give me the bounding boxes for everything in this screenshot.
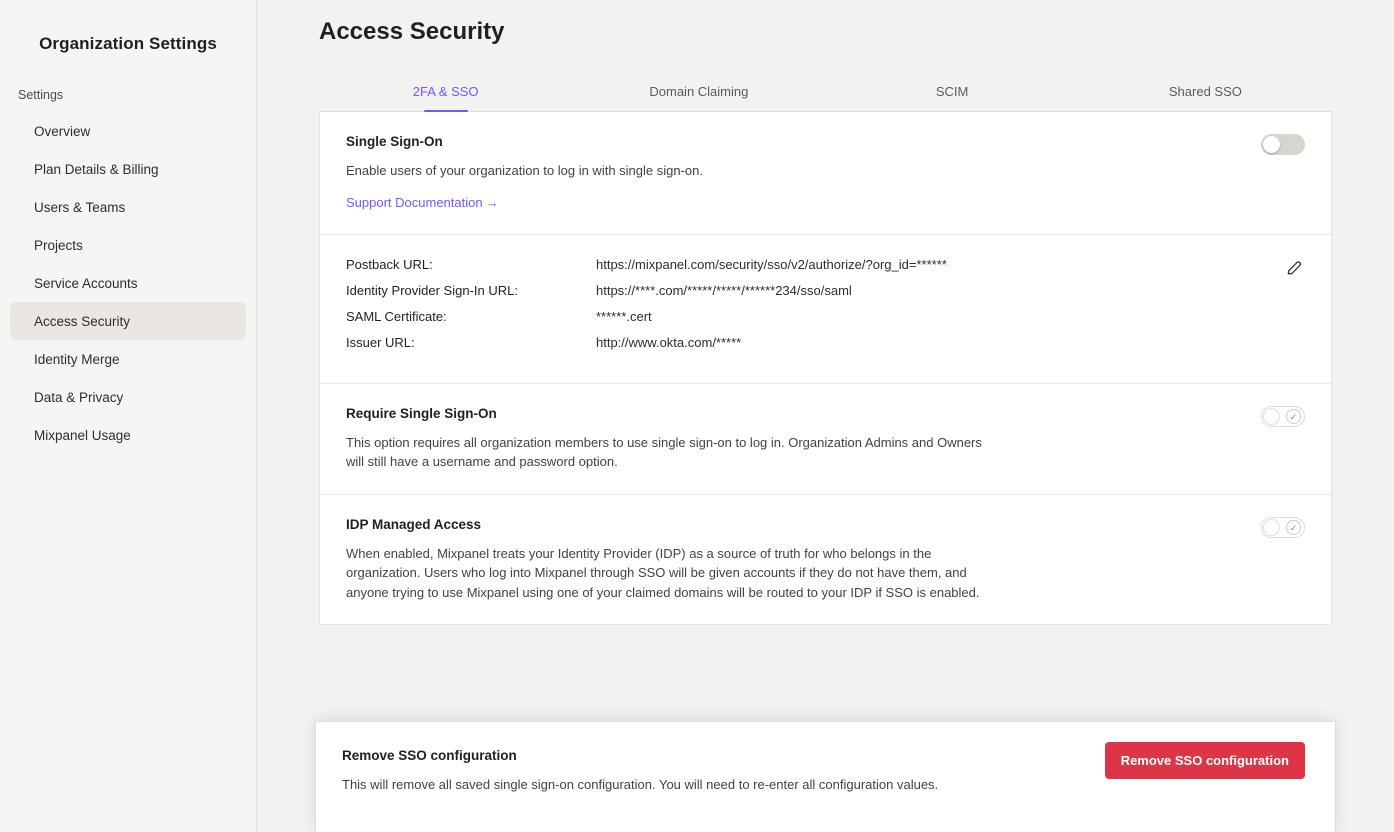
sidebar-item-data-privacy[interactable] bbox=[10, 378, 246, 416]
sidebar-item-label: Identity Merge bbox=[34, 351, 120, 367]
idp-signin-url-value: https://****.com/*****/*****/******234/sso/saml bbox=[596, 282, 852, 298]
sso-configuration-card bbox=[320, 235, 1331, 384]
sidebar-item-label: Overview bbox=[34, 123, 91, 139]
tab-2fa-sso[interactable] bbox=[319, 74, 572, 111]
sidebar-item-label: Users & Teams bbox=[34, 199, 126, 215]
sidebar-item-users-teams[interactable] bbox=[10, 188, 246, 226]
idp-managed-access-title: IDP Managed Access bbox=[346, 516, 482, 532]
remove-sso-description: This will remove all saved single sign-on configuration. You will need to re-enter all configuration values. bbox=[342, 777, 939, 792]
sidebar bbox=[0, 0, 257, 832]
require-single-sign-on-description: This option requires all organization members to use single sign-on to log in. Organization Admins and Owners will still have a username and password option. bbox=[346, 434, 982, 469]
sidebar-item-label: Data & Privacy bbox=[34, 389, 124, 405]
check-icon: ✓ bbox=[1286, 409, 1301, 424]
config-row bbox=[346, 309, 1305, 324]
tab-shared-sso[interactable] bbox=[1079, 74, 1332, 111]
support-documentation-label: Support Documentation bbox=[346, 194, 483, 210]
tab-label: Domain Claiming bbox=[649, 84, 749, 99]
toggle-knob bbox=[1263, 519, 1280, 536]
check-icon: ✓ bbox=[1286, 520, 1301, 535]
page-title: Access Security bbox=[319, 18, 505, 45]
sidebar-section-label: Settings bbox=[18, 88, 64, 102]
settings-card-stack bbox=[319, 112, 1332, 625]
sidebar-item-label: Mixpanel Usage bbox=[34, 427, 131, 443]
sidebar-item-label: Access Security bbox=[34, 313, 131, 329]
saml-certificate-value: ******.cert bbox=[596, 308, 652, 324]
tab-bar bbox=[319, 74, 1332, 112]
remove-sso-title: Remove SSO configuration bbox=[342, 748, 517, 763]
sidebar-item-label: Plan Details & Billing bbox=[34, 161, 159, 177]
single-sign-on-description: Enable users of your organization to log in with single sign-on. bbox=[346, 163, 703, 178]
sidebar-item-label: Service Accounts bbox=[34, 275, 138, 291]
main-content bbox=[257, 0, 1394, 832]
sidebar-item-overview[interactable] bbox=[10, 112, 246, 150]
toggle-knob bbox=[1263, 408, 1280, 425]
toggle-knob bbox=[1263, 136, 1280, 153]
idp-signin-url-label: Identity Provider Sign-In URL: bbox=[346, 282, 518, 298]
config-row bbox=[346, 335, 1305, 350]
arrow-right-icon: → bbox=[485, 194, 499, 210]
sidebar-item-plan-details-billing[interactable] bbox=[10, 150, 246, 188]
sidebar-title: Organization Settings bbox=[39, 34, 217, 53]
config-row bbox=[346, 283, 1305, 298]
issuer-url-label: Issuer URL: bbox=[346, 334, 415, 350]
require-single-sign-on-title: Require Single Sign-On bbox=[346, 405, 497, 421]
tab-label: SCIM bbox=[935, 84, 969, 99]
issuer-url-value: http://www.okta.com/***** bbox=[596, 334, 742, 350]
remove-sso-configuration-dialog bbox=[315, 721, 1336, 832]
tab-scim[interactable] bbox=[826, 74, 1079, 111]
sidebar-item-service-accounts[interactable] bbox=[10, 264, 246, 302]
postback-url-value: https://mixpanel.com/security/sso/v2/authorize/?org_id=****** bbox=[596, 256, 947, 272]
sidebar-item-mixpanel-usage[interactable] bbox=[10, 416, 246, 454]
tab-label: 2FA & SSO bbox=[412, 84, 479, 99]
single-sign-on-toggle[interactable] bbox=[1261, 134, 1305, 155]
sidebar-item-label: Projects bbox=[34, 237, 83, 253]
require-single-sign-on-card bbox=[320, 384, 1331, 495]
support-documentation-link[interactable] bbox=[346, 195, 499, 210]
single-sign-on-title: Single Sign-On bbox=[346, 134, 443, 149]
idp-managed-access-toggle[interactable] bbox=[1261, 517, 1305, 538]
pencil-icon[interactable] bbox=[1285, 257, 1305, 277]
sidebar-item-access-security[interactable] bbox=[10, 302, 246, 340]
single-sign-on-card bbox=[320, 112, 1331, 235]
config-row bbox=[346, 257, 1305, 272]
idp-managed-access-card bbox=[320, 495, 1331, 625]
sidebar-item-projects[interactable] bbox=[10, 226, 246, 264]
sidebar-item-identity-merge[interactable] bbox=[10, 340, 246, 378]
tab-label: Shared SSO bbox=[1168, 84, 1242, 99]
remove-sso-dialog-inner bbox=[342, 748, 1305, 798]
saml-certificate-label: SAML Certificate: bbox=[346, 308, 447, 324]
require-single-sign-on-toggle[interactable] bbox=[1261, 406, 1305, 427]
postback-url-label: Postback URL: bbox=[346, 256, 433, 272]
tab-domain-claiming[interactable] bbox=[572, 74, 825, 111]
remove-sso-configuration-button[interactable]: Remove SSO configuration bbox=[1105, 742, 1305, 779]
idp-managed-access-description: When enabled, Mixpanel treats your Identity Provider (IDP) as a source of truth for who belongs in the organization. Users who log into Mixpanel through SSO will be given accounts if they do not have them, and anyone trying to use Mixpanel using one of your claimed domains will be routed to your IDP if SSO is enabled. bbox=[346, 545, 980, 600]
